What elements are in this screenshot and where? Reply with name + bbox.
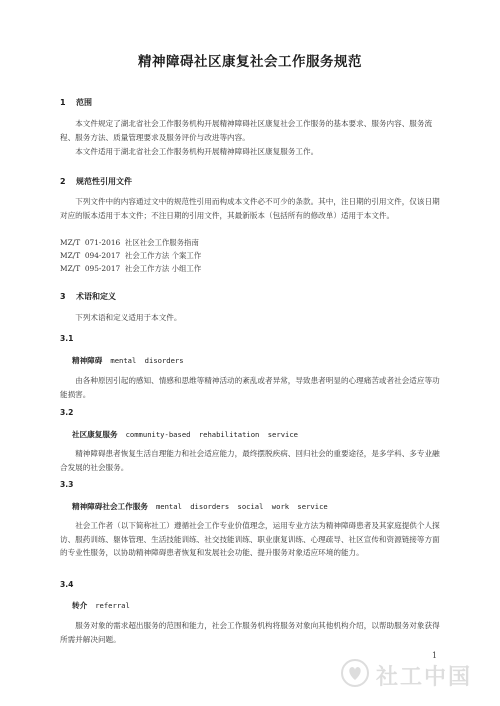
term-number: 3.1 [60,334,74,343]
section-2-heading [60,176,132,187]
term-definition: 由各种原因引起的感知、情感和思维等精神活动的紊乱或者异常，导致患者明显的心理痛苦或者社会适应等功能损害。 [60,376,440,399]
reference-item: MZ/T 071-2016 社区社会工作服务指南 [60,238,199,247]
term-english: referral [95,601,130,610]
term-entry [72,501,328,512]
term-chinese: 社区康复服务 [72,430,118,439]
term-chinese: 精神障碍社会工作服务 [72,502,148,511]
section-title: 规范性引用文件 [76,177,132,186]
section-1-paragraph-1: 本文件规定了湖北省社会工作服务机构开展精神障碍社区康复社会工作服务的基本要求、服务内容、服务流程、服务方法、质量管理要求及服务评价与改进等内容。 [60,119,433,142]
watermark [340,654,490,694]
term-english: mental disorders [110,356,184,365]
section-number: 3 [60,292,66,301]
section-title: 范围 [76,98,92,107]
section-title: 术语和定义 [76,292,116,301]
term-english: community-based rehabilitation service [125,430,298,439]
term-definition: 社会工作者（以下简称社工）遵循社会工作专业价值理念，运用专业方法为精神障碍患者及其家庭提供个人探访、服药训练、躯体管理、生活技能训练、社交技能训练、职业康复训练、心理疏导、社区宣传和资源链接等方面的专业性服务，以协助精神障碍患者恢复和发展社会功能、提升服务对象适应环境的能力。 [60,521,440,558]
reference-item: MZ/T 094-2017 社会工作方法 个案工作 [60,251,202,260]
section-1-heading [60,97,92,108]
section-number: 2 [60,177,66,186]
term-definition: 精神障碍患者恢复生活自理能力和社会适应能力，最终摆脱疾病、回归社会的重要途径，是多学科、多专业融合发展的社会服务。 [60,449,440,472]
term-number: 3.2 [60,408,74,417]
logo-icon [340,658,370,688]
watermark-text: 社工中国 [376,665,473,690]
term-number: 3.3 [60,480,74,489]
term-entry [72,600,130,611]
section-3-intro: 下列术语和定义适用于本文件。 [75,313,182,322]
term-chinese: 转介 [72,601,88,610]
reference-item: MZ/T 095-2017 社会工作方法 小组工作 [60,264,202,273]
term-chinese: 精神障碍 [72,356,103,365]
document-title: 精神障碍社区康复社会工作服务规范 [138,54,362,70]
section-3-heading [60,291,116,302]
term-english: mental disorders social work service [155,502,328,511]
section-1-paragraph-2: 本文件适用于湖北省社会工作服务机构开展精神障碍社区康复服务工作。 [75,147,319,156]
section-2-paragraph-1: 下列文件中的内容通过文中的规范性引用而构成本文件必不可少的条款。其中，注日期的引用文件，仅该日期对应的版本适用于本文件；不注日期的引用文件，其最新版本（包括所有的修改单）适用于本文件。 [60,197,440,220]
term-entry [72,429,298,440]
term-definition: 服务对象的需求超出服务的范围和能力，社会工作服务机构将服务对象向其他机构介绍，以帮助服务对象获得所需并解决问题。 [60,621,440,644]
term-entry [72,355,184,366]
term-number: 3.4 [60,580,74,589]
section-number: 1 [60,98,66,107]
page-number: 1 [432,651,438,660]
